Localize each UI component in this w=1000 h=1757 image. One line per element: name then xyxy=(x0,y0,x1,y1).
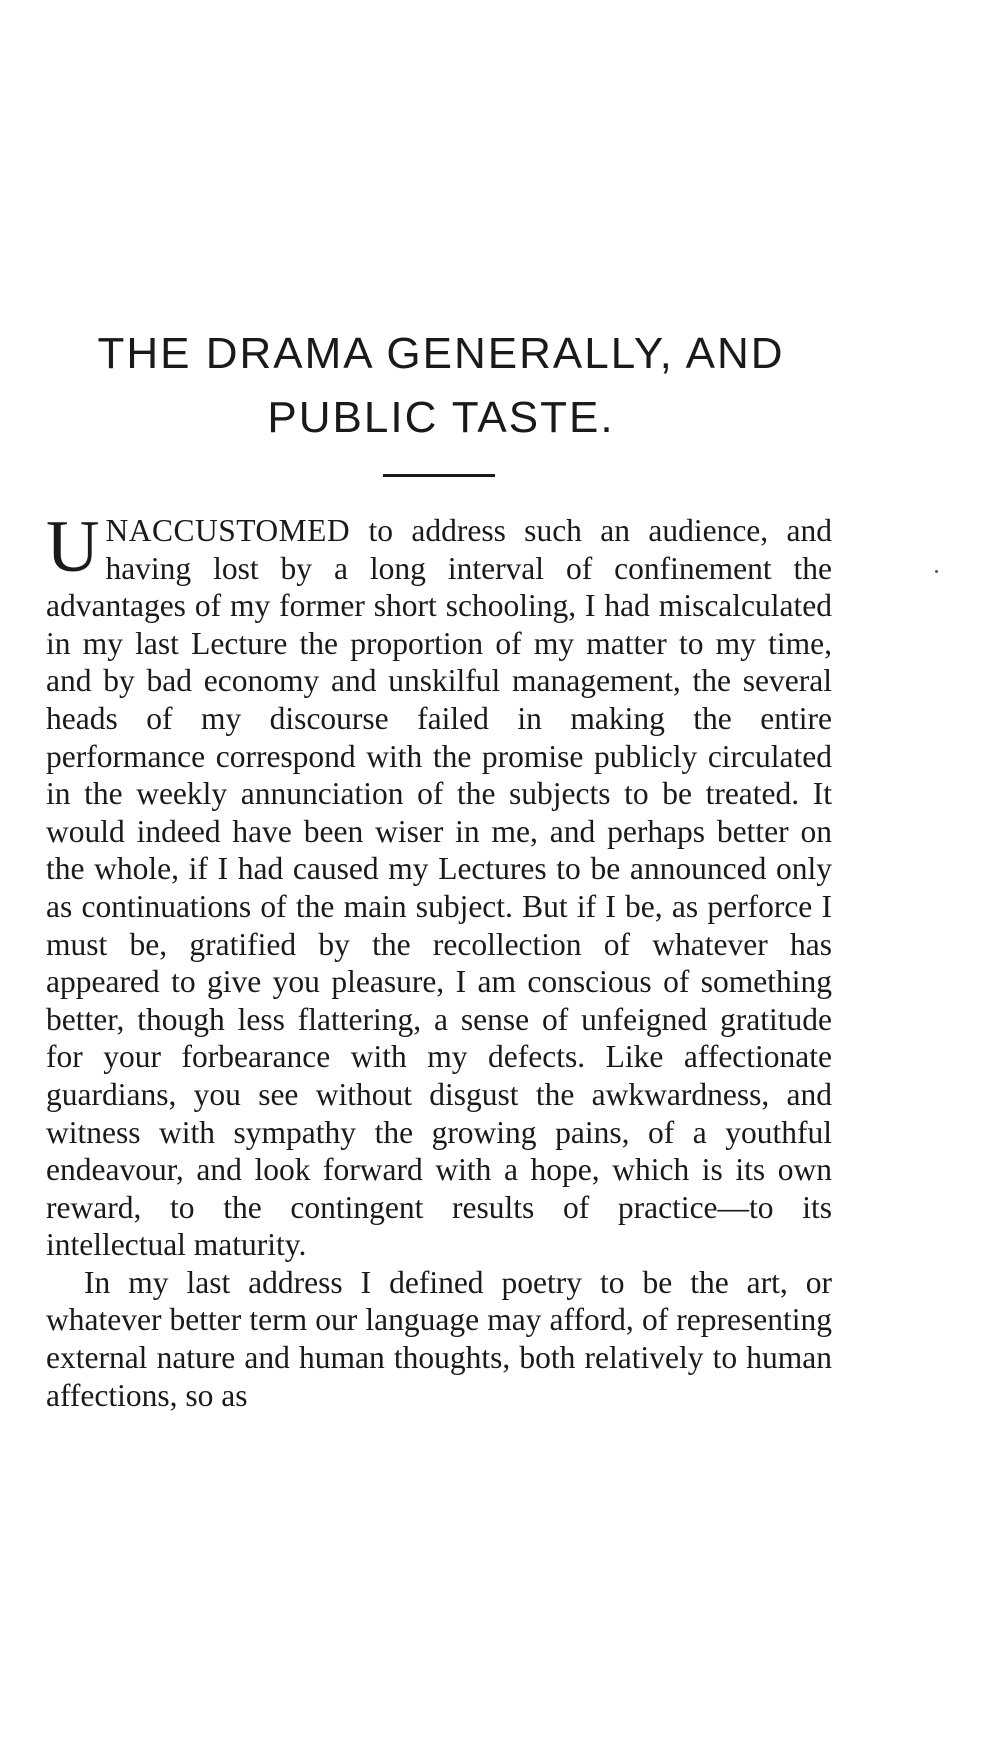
chapter-title-line-1: THE DRAMA GENERALLY, AND xyxy=(97,329,785,378)
title-divider xyxy=(383,474,495,477)
chapter-title xyxy=(46,322,836,450)
paragraph-1 xyxy=(46,506,832,1264)
paragraph-1-text: to address such an audience, and having lost by a long interval of confinement the advantages of my former short schooling, I had miscalculated in my last Lecture the proportion of my matter to my time, and by bad economy and unskilful management, the several heads of my discourse failed in making the entire performance correspond with the promise publicly circulated in the weekly annunciation of the subjects to be treated. It would indeed have been wiser in me, and perhaps better on the whole, if I had caused my Lectures to be announced only as continuations of the main subject. But if I be, as perforce I must be, gratified by the recollection of whatever has appeared to give you pleasure, I am conscious of something better, though less flattering, a sense of unfeigned gratitude for your forbearance with my defects. Like affectionate guardians, you see without disgust the awkwardness, and witness with sympathy the growing pains, of a youthful endeavour, and look forward with a hope, which is its own reward, to the contingent results of practice—to its intellectual maturity. xyxy=(46,513,832,1263)
body-text xyxy=(46,506,832,1414)
opening-word: NACCUSTOMED xyxy=(105,513,351,548)
scan-speck xyxy=(935,570,938,573)
drop-cap: U xyxy=(46,506,100,588)
paragraph-2-text: In my last address I defined poetry to be the art, or whatever better term our language may afford, of representing external nature and human thoughts, both relatively to human affections, so as xyxy=(46,1264,832,1413)
chapter-title-line-2: PUBLIC TASTE. xyxy=(267,393,615,442)
paragraph-2 xyxy=(46,1264,832,1414)
